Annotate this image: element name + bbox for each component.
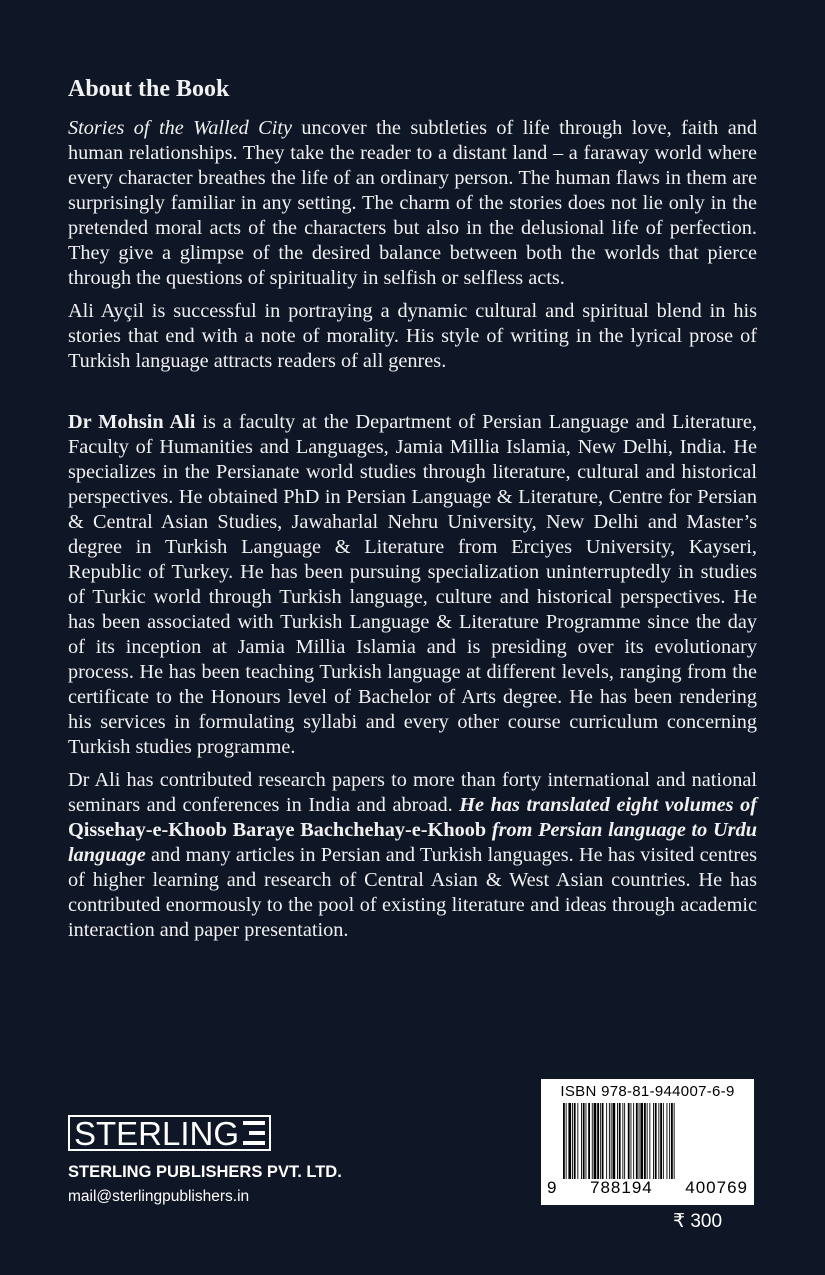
barcode-bar bbox=[655, 1103, 657, 1179]
about-paragraph-2: Ali Ayçil is successful in portraying a dynamic cultural and spiritual blend in his stories that end with a note of morality. His style of writing in the lyrical prose of Turkish language attracts readers of all genres. bbox=[68, 300, 757, 372]
barcode-bar bbox=[563, 1103, 565, 1179]
barcode-bar bbox=[624, 1103, 625, 1179]
isbn-barcode bbox=[541, 1079, 754, 1205]
author-bio-1 bbox=[68, 410, 757, 760]
barcode-bar bbox=[609, 1103, 610, 1179]
barcode-bar bbox=[647, 1103, 648, 1179]
barcode-digit-group-1: 788194 bbox=[590, 1178, 653, 1197]
about-paragraph-1 bbox=[68, 116, 757, 291]
book-title: Stories of the Walled City bbox=[68, 117, 292, 139]
barcode-bar bbox=[617, 1103, 618, 1179]
barcode-bar bbox=[649, 1103, 650, 1179]
barcode-bar bbox=[639, 1103, 640, 1179]
barcode-bar bbox=[640, 1103, 643, 1179]
barcode-bar bbox=[631, 1103, 632, 1179]
barcode-bar bbox=[653, 1103, 654, 1179]
barcode-bar bbox=[568, 1103, 571, 1179]
barcode-bar bbox=[613, 1103, 616, 1179]
barcode-bar bbox=[663, 1103, 664, 1179]
publisher-logo-e-mark bbox=[241, 1121, 265, 1145]
barcode-bar bbox=[581, 1103, 582, 1179]
barcode-bar bbox=[597, 1103, 599, 1179]
back-cover-text bbox=[68, 72, 757, 951]
about-paragraph-1-text: uncover the subtleties of life through love, faith and human relationships. They take the reader to a distant land – a faraway world where every character breathes the life of an ordinary person. The human flaws in them are surprisingly familiar in any setting. The charm of the stories does not lie only in the pretended moral acts of the characters but also in the delusional life of perfection. They give a glimpse of the desired balance between both the worlds that pierce through the questions of spirituality in selfish or selfless acts. bbox=[68, 117, 757, 289]
author-bio-2-a: Dr Ali has contributed research papers to more than forty international and national seminars and conferences in India and abroad. bbox=[68, 769, 757, 816]
author-name: Dr Mohsin Ali bbox=[68, 411, 196, 433]
author-bio-1-text: is a faculty at the Department of Persian Language and Literature, Faculty of Humanities and Languages, Jamia Millia Islamia, New Delhi, India. He specializes in the Persianate world studies through literature, cultural and historical perspectives. He obtained PhD in Persian Language & Literature, Centre for Persian & Central Asian Studies, Jawaharlal Nehru University, New Delhi and Master’s degree in Turkish Language & Literature from Erciyes University, Kayseri, Republic of Turkey. He has been pursuing specialization uninterruptedly in studies of Turkic world through Turkish language, culture and historical perspectives. He has been associated with Turkish Language & Literature Programme since the day of its inception at Jamia Millia Islamia and is presiding over its evolutionary process. He has been teaching Turkish language at different levels, ranging from the certificate to the Honours level of Bachelor of Arts degree. He has been rendering his services in formulating syllabi and every other course curriculum concerning Turkish studies programme. bbox=[68, 411, 757, 758]
barcode-bar bbox=[566, 1103, 567, 1179]
barcode-bar bbox=[633, 1103, 634, 1179]
about-heading: About the Book bbox=[68, 76, 230, 102]
barcode-bar bbox=[583, 1103, 585, 1179]
barcode-digit-group-2: 400769 bbox=[685, 1178, 748, 1197]
author-bio-2-d: from Persian language to Urdu language bbox=[68, 819, 757, 866]
publisher-email: mail@sterlingpublishers.in bbox=[68, 1188, 250, 1205]
barcode-bar bbox=[667, 1103, 668, 1179]
barcode-bar bbox=[588, 1103, 590, 1179]
barcode-bar bbox=[674, 1103, 675, 1179]
isbn-label: ISBN 978-81-944007-6-9 bbox=[560, 1083, 735, 1100]
barcode-bar bbox=[602, 1103, 604, 1179]
publisher-logo bbox=[68, 1115, 271, 1151]
barcode-bar bbox=[619, 1103, 621, 1179]
barcode-bar bbox=[577, 1103, 578, 1179]
barcode-bar bbox=[644, 1103, 646, 1179]
barcode-bar bbox=[660, 1103, 662, 1179]
author-bio-2-b: He has translated eight volumes of bbox=[459, 794, 757, 816]
barcode-digit-lead: 9 bbox=[547, 1178, 558, 1197]
barcode-bar bbox=[669, 1103, 670, 1179]
translated-work-title: Qissehay-e-Khoob Baraye Bachchehay-e-Khoob bbox=[68, 819, 487, 841]
barcode-bar bbox=[658, 1103, 659, 1179]
price: ₹ 300 bbox=[673, 1211, 723, 1232]
barcode-bar bbox=[592, 1103, 593, 1179]
publisher-logo-text: STERLING bbox=[73, 1114, 240, 1152]
barcode-bar bbox=[622, 1103, 623, 1179]
barcode-digits bbox=[547, 1178, 748, 1198]
barcode-bar bbox=[628, 1103, 630, 1179]
barcode-bar bbox=[594, 1103, 597, 1179]
barcode-bar bbox=[600, 1103, 601, 1179]
barcode-bars bbox=[563, 1103, 741, 1179]
barcode-bar bbox=[611, 1103, 612, 1179]
barcode-bar bbox=[572, 1103, 573, 1179]
author-bio-2-e: and many articles in Persian and Turkish languages. He has visited centres of higher learning and research of Central Asian & West Asian countries. He has contributed enormously to the pool of existing literature and ideas through academic interaction and paper presentation. bbox=[68, 844, 757, 941]
barcode-bar bbox=[586, 1103, 587, 1179]
author-bio-2 bbox=[68, 768, 757, 943]
barcode-bar bbox=[636, 1103, 638, 1179]
barcode-bar bbox=[606, 1103, 607, 1179]
barcode-bar bbox=[671, 1103, 673, 1179]
publisher-name: STERLING PUBLISHERS PVT. LTD. bbox=[68, 1163, 342, 1181]
barcode-bar bbox=[574, 1103, 576, 1179]
